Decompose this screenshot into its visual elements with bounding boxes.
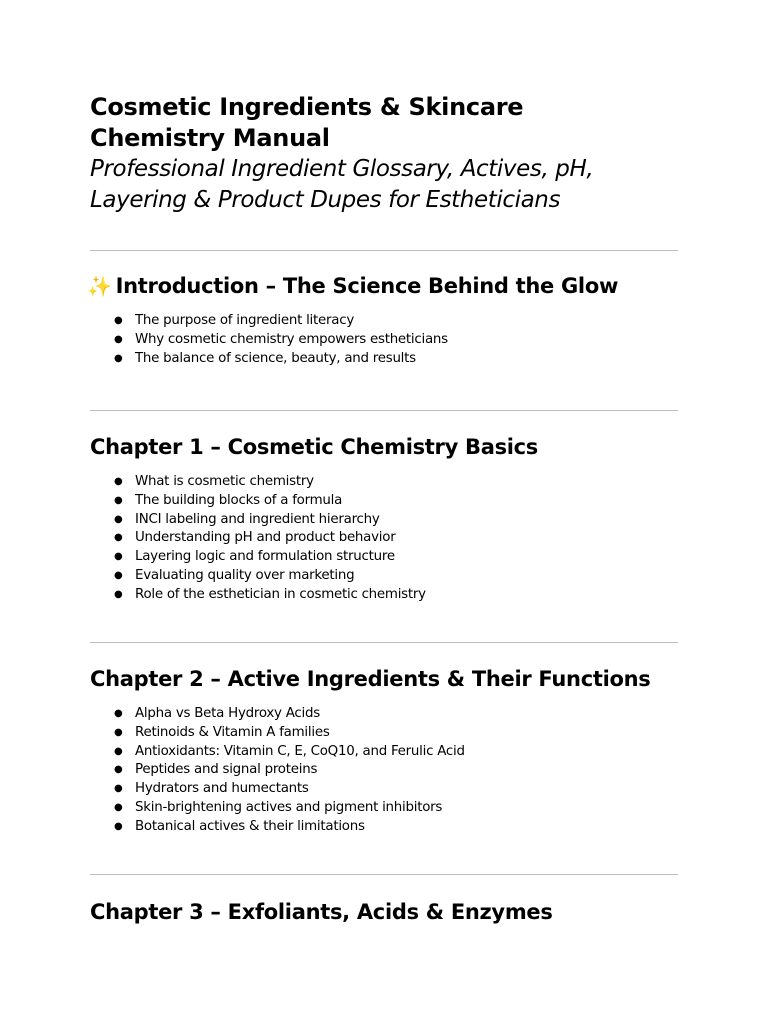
sparkles-icon: ✨: [87, 274, 112, 298]
bullet-icon: ●: [114, 494, 123, 506]
list-item-text: Alpha vs Beta Hydroxy Acids: [135, 706, 320, 721]
list-item-text: Antioxidants: Vitamin C, E, CoQ10, and Ferulic Acid: [135, 743, 465, 759]
section-heading: Chapter 3 – Exfoliants, Acids & Enzymes: [90, 900, 553, 924]
bullet-list: [90, 705, 650, 837]
bullet-icon: ●: [114, 532, 123, 544]
list-item: [90, 818, 650, 837]
list-item: [90, 529, 538, 548]
list-item: [90, 567, 538, 586]
list-item: [90, 492, 538, 511]
bullet-icon: ●: [114, 820, 123, 832]
section-heading-text: Introduction – The Science Behind the Glow: [115, 274, 619, 298]
bullet-icon: ●: [114, 783, 123, 795]
bullet-icon: ●: [114, 333, 123, 345]
list-item: [90, 761, 650, 780]
bullet-icon: ●: [114, 315, 123, 326]
list-item-text: The balance of science, beauty, and results: [135, 350, 416, 366]
title-block: [90, 92, 660, 216]
bullet-list: [90, 312, 618, 368]
list-item: [90, 705, 650, 724]
list-item-text: Evaluating quality over marketing: [135, 567, 355, 583]
bullet-icon: ●: [114, 551, 123, 563]
document-title: Cosmetic Ingredients & Skincare Chemistry Manual: [90, 93, 524, 152]
section-divider: [90, 874, 678, 875]
list-item-text: Botanical actives & their limitations: [135, 818, 365, 834]
list-item-text: INCI labeling and ingredient hierarchy: [135, 511, 380, 527]
section-chapter-1: [90, 433, 538, 605]
list-item-text: The purpose of ingredient literacy: [135, 313, 355, 328]
bullet-icon: ●: [114, 726, 123, 738]
list-item-text: Hydrators and humectants: [135, 781, 309, 797]
list-item: [90, 473, 538, 492]
list-item: [90, 780, 650, 799]
bullet-icon: ●: [114, 708, 123, 719]
list-item: [90, 331, 618, 350]
section-heading: Chapter 1 – Cosmetic Chemistry Basics: [90, 435, 539, 459]
list-item-text: Layering logic and formulation structure: [135, 549, 395, 565]
bullet-icon: ●: [114, 513, 123, 525]
list-item: [90, 799, 650, 818]
section-chapter-2: [90, 665, 650, 837]
list-item: [90, 511, 538, 530]
list-item: [90, 312, 618, 331]
bullet-icon: ●: [114, 764, 123, 776]
list-item-text: Skin-brightening actives and pigment inhibitors: [135, 799, 443, 815]
document-subtitle: Professional Ingredient Glossary, Actives, pH, Layering & Product Dupes for Estheticians: [90, 156, 594, 213]
section-heading: Chapter 2 – Active Ingredients & Their Functions: [90, 667, 651, 691]
bullet-icon: ●: [114, 476, 123, 487]
bullet-icon: ●: [114, 745, 123, 757]
list-item-text: Peptides and signal proteins: [135, 762, 318, 778]
list-item: [90, 548, 538, 567]
list-item-text: Retinoids & Vitamin A families: [135, 724, 330, 740]
section-introduction: [87, 272, 619, 368]
list-item-text: The building blocks of a formula: [135, 492, 343, 508]
bullet-list: [90, 473, 538, 605]
list-item: [90, 743, 650, 762]
list-item: [90, 586, 538, 605]
bullet-icon: ●: [114, 801, 123, 813]
section-chapter-3: [90, 898, 553, 926]
list-item-text: Why cosmetic chemistry empowers estheticians: [135, 331, 448, 347]
bullet-icon: ●: [114, 569, 123, 581]
list-item-text: What is cosmetic chemistry: [135, 474, 314, 489]
list-item-text: Role of the esthetician in cosmetic chemistry: [135, 586, 426, 602]
section-divider: [90, 410, 678, 411]
bullet-icon: ●: [114, 588, 123, 600]
section-heading: [87, 272, 619, 300]
section-divider: [90, 642, 678, 643]
section-divider: [90, 250, 678, 251]
list-item: [90, 724, 650, 743]
list-item: [90, 350, 618, 369]
list-item-text: Understanding pH and product behavior: [135, 530, 396, 546]
bullet-icon: ●: [114, 352, 123, 364]
